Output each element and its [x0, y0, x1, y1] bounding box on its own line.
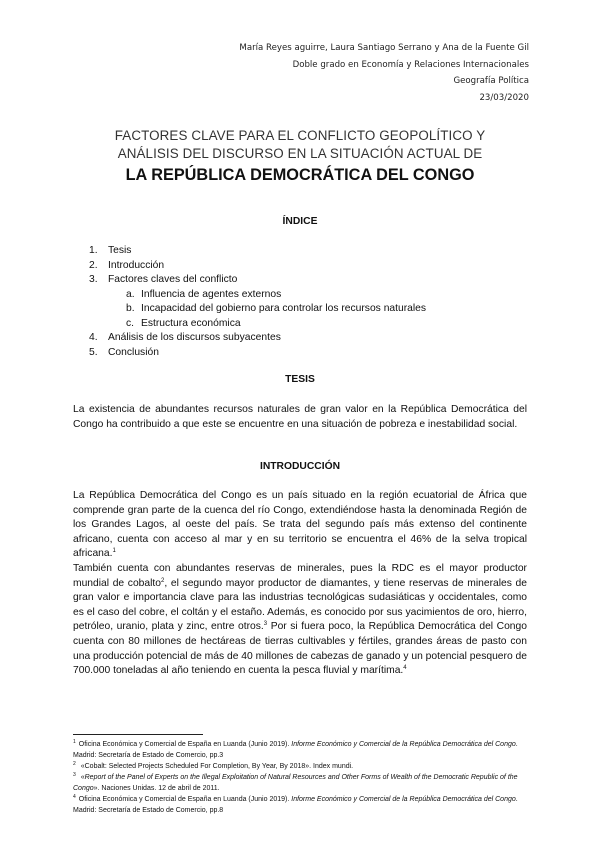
footnote-title: Report of the Panel of Experts on the Illegal Exploitation of Natural Resources and Other Forms of Wealth of the Democratic Republic of the Congo: [73, 774, 518, 792]
toc-subitem-label: Incapacidad del gobierno para controlar los recursos naturales: [141, 303, 427, 314]
intro-heading: INTRODUCCIÓN: [259, 461, 341, 472]
toc-sublist: [89, 288, 426, 332]
footnote-ref[interactable]: 4: [403, 665, 407, 672]
footnote-text: Oficina Económica y Comercial de España en Luanda (Junio 2019).: [78, 796, 292, 803]
toc-item[interactable]: [89, 244, 426, 259]
footnote-text: . Madrid: Secretaría de Estado de Comercio, pp.3: [73, 741, 518, 759]
footnote-title: Informe Económico y Comercial de la República Democrática del Congo: [291, 796, 516, 803]
toc-subitem[interactable]: [89, 317, 426, 332]
footnote-number: 2: [73, 761, 76, 767]
title-line-3: LA REPÚBLICA DEMOCRÁTICA DEL CONGO: [125, 166, 475, 184]
footnote-number: 4: [73, 794, 76, 800]
toc-item[interactable]: [89, 273, 426, 288]
toc-subitem-letter: a.: [126, 288, 135, 300]
title-line-1: FACTORES CLAVE PARA EL CONFLICTO GEOPOLÍTICO Y: [114, 128, 486, 143]
intro-p1-text: La República Democrática del Congo es un país situado en la región ecuatorial de África que comprende gran parte de la cuenca del río Congo, extendiéndose hasta la denominada Región de los Grandes Lagos, al oeste del país. Se trata del segundo país más extenso del continente africano, cuenta con acceso al mar y en su territorio se encuentra el 46% de la selva tropical africana.: [73, 490, 527, 560]
document-title: [60, 127, 540, 186]
toc-subitem[interactable]: [89, 302, 426, 317]
intro-paragraph-2: [73, 562, 527, 679]
toc-item[interactable]: [89, 346, 426, 361]
toc-item[interactable]: [89, 259, 426, 274]
footnote-text: . Madrid: Secretaría de Estado de Comercio, pp.8: [73, 796, 518, 814]
tesis-paragraph: La existencia de abundantes recursos naturales de gran valor en la República Democrática del Congo ha contribuido a que este se encuentre en una situación de pobreza e inestabilidad social.: [73, 404, 527, 430]
footnote: [73, 761, 527, 772]
toc-subitem-letter: b.: [126, 303, 135, 314]
header-date: 23/03/2020: [479, 92, 529, 103]
footnote-ref[interactable]: 1: [112, 548, 116, 555]
footnote-number: 3: [73, 772, 76, 778]
toc-heading: ÍNDICE: [282, 216, 318, 227]
footnotes: [73, 739, 527, 816]
toc-item-label: Introducción: [108, 259, 165, 271]
intro-p2-text-b: , el segundo mayor productor de diamantes, y tiene reservas de minerales de gran valor e importancia clave para las industrias tecnológicas sudasiáticas y occidentales, como es el caso del cobre, el coltán y el estaño. Además, es conocido por sus yacimientos de oro, hierro, petróleo, uranio, plata y zinc, entre otros.: [73, 577, 527, 633]
document-header: [239, 40, 529, 106]
footnote-ref[interactable]: 2: [161, 577, 165, 584]
toc-item-number: 4.: [89, 332, 98, 343]
title-line-2: ANÁLISIS DEL DISCURSO EN LA SITUACIÓN ACTUAL DE: [117, 146, 483, 161]
toc-subitem[interactable]: [89, 288, 426, 303]
footnote-number: 1: [73, 739, 76, 745]
toc-item-number: 3.: [89, 274, 98, 285]
footnote-divider: [73, 734, 203, 735]
footnote-text: ». Naciones Unidas. 12 de abril de 2011.: [93, 785, 220, 792]
toc-item-label: Tesis: [108, 245, 132, 256]
toc-item-label: Análisis de los discursos subyacentes: [108, 332, 281, 343]
toc-item-number: 2.: [89, 259, 98, 271]
intro-p2-text-c: Por si fuera poco, la República Democrática del Congo cuenta con 80 millones de hectáreas de tierras cultivables y fértiles, grandes áreas de pasto con una producción potencial de más de 40 millones de cabezas de ganado y un potencial pesquero de 700.000 toneladas al año teniendo en cuenta la pesca fluvial y marítima.: [73, 621, 527, 677]
toc-subitem-label: Influencia de agentes externos: [141, 288, 282, 300]
footnote-text: Oficina Económica y Comercial de España en Luanda (Junio 2019).: [78, 741, 292, 748]
footnote-ref[interactable]: 3: [263, 621, 268, 628]
footnote-text: «: [78, 774, 85, 781]
intro-paragraph-1: [73, 489, 527, 562]
intro-p2-text-a: También cuenta con abundantes reservas de minerales, pues la RDC es el mayor productor mundial de cobalto: [73, 563, 527, 589]
toc-subitem-label: Estructura económica: [141, 317, 241, 329]
header-course: Geografía Política: [453, 76, 529, 86]
toc-item-label: Factores claves del conflicto: [108, 274, 238, 285]
toc-item[interactable]: [89, 331, 426, 346]
footnote: [73, 794, 527, 816]
footnote: [73, 772, 527, 794]
header-degree: Doble grado en Economía y Relaciones Internacionales: [292, 59, 529, 70]
table-of-contents: [89, 244, 426, 360]
header-authors: María Reyes aguirre, Laura Santiago Serrano y Ana de la Fuente Gil: [239, 43, 529, 53]
toc-subitem-letter: c.: [126, 317, 135, 329]
toc-item-label: Conclusión: [108, 346, 159, 358]
tesis-heading: TESIS: [285, 374, 315, 385]
toc-item-number: 1.: [89, 245, 98, 256]
footnote-text: «Cobalt: Selected Projects Scheduled For Completion, By Year, By 2018». Index mundi.: [78, 763, 354, 770]
footnote: [73, 739, 527, 761]
toc-item-number: 5.: [89, 346, 98, 358]
footnote-title: Informe Económico y Comercial de la República Democrática del Congo: [291, 741, 516, 748]
